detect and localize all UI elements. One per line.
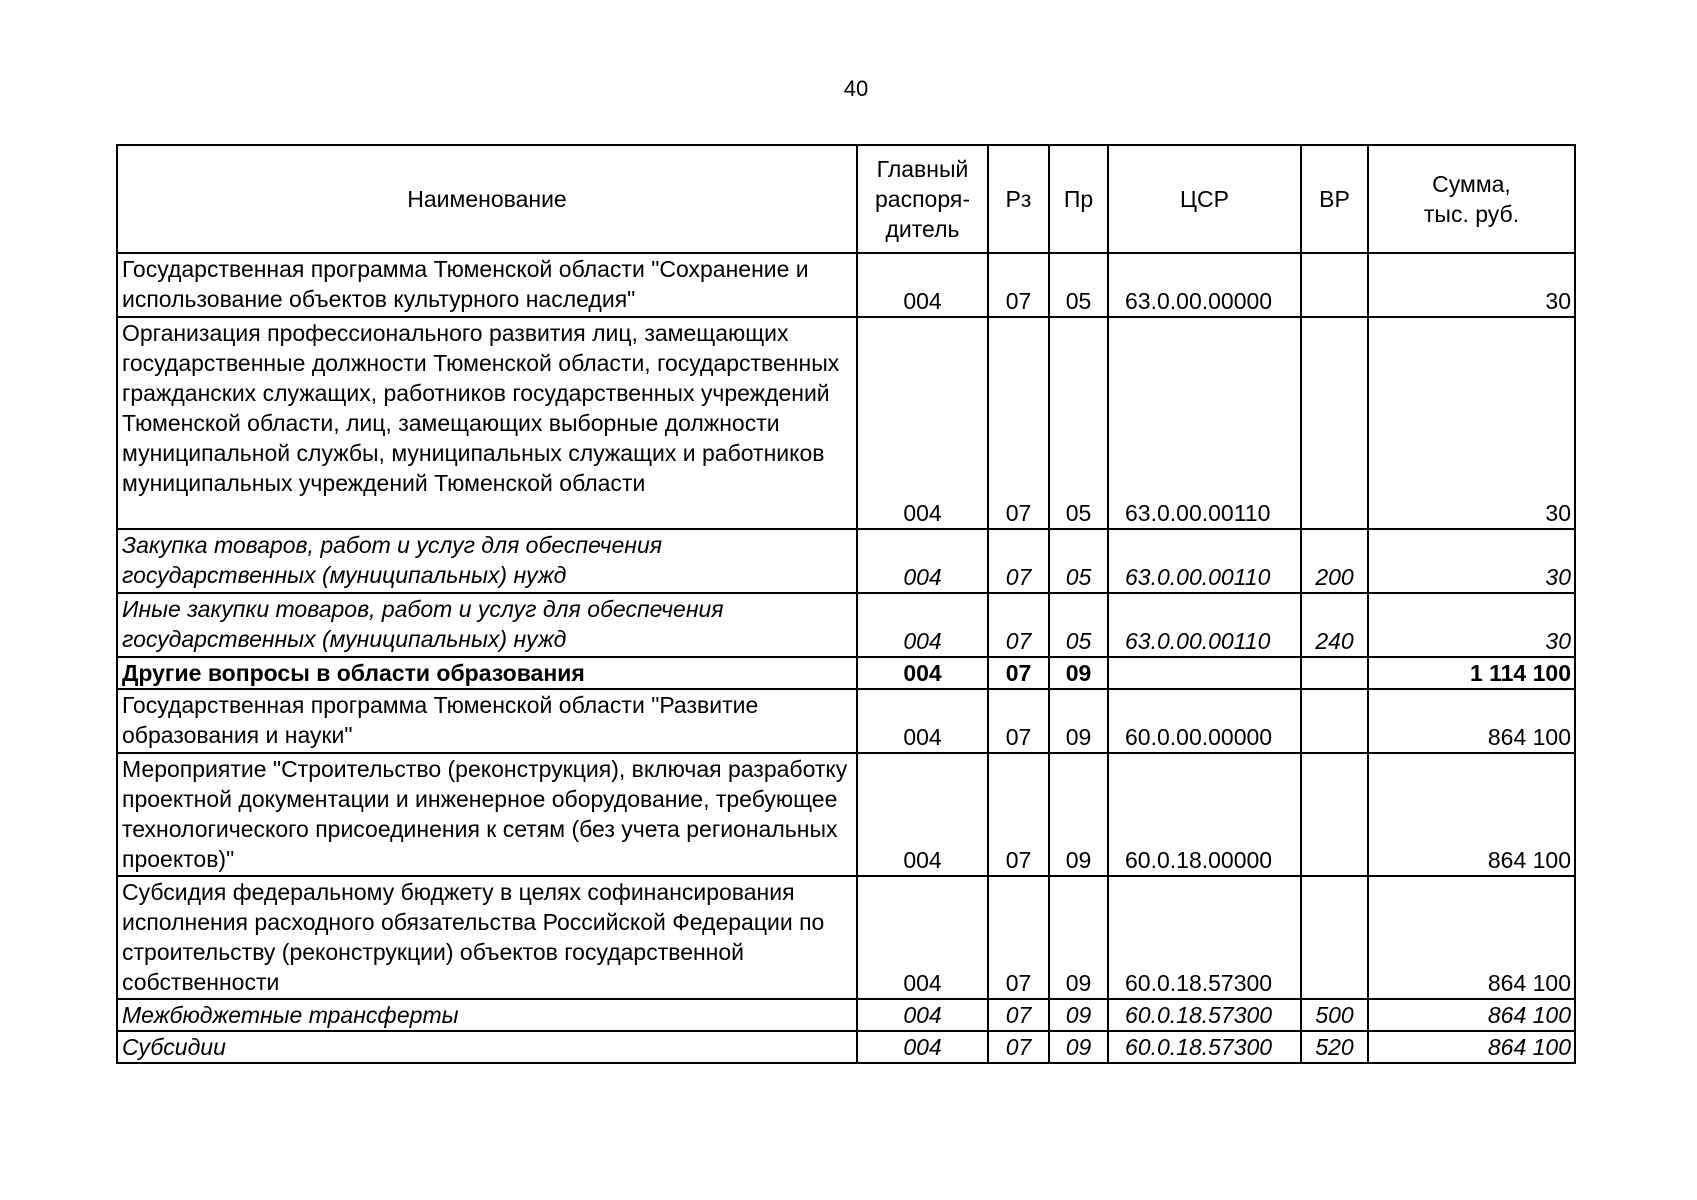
row-rz: 07 [988,529,1049,593]
row-rz: 07 [988,657,1049,689]
header-pr: Пр [1049,145,1108,253]
row-admin: 004 [857,317,988,529]
row-rz: 07 [988,1031,1049,1063]
header-csr: ЦСР [1108,145,1301,253]
header-admin: Главный распоря- дитель [857,145,988,253]
row-vr [1301,657,1368,689]
row-pr: 05 [1049,317,1108,529]
row-csr: 60.0.18.57300 [1108,1031,1301,1063]
row-admin: 004 [857,529,988,593]
header-name: Наименование [117,145,857,253]
header-sum: Сумма, тыс. руб. [1368,145,1575,253]
row-vr [1301,253,1368,317]
row-admin: 004 [857,999,988,1031]
row-sum: 864 100 [1368,999,1575,1031]
row-rz: 07 [988,876,1049,999]
row-pr: 05 [1049,593,1108,657]
table-row [117,593,1575,657]
row-csr: 63.0.00.00110 [1108,529,1301,593]
row-admin: 004 [857,876,988,999]
row-vr [1301,689,1368,753]
row-sum: 30 [1368,593,1575,657]
table-row [117,876,1575,999]
row-name: Государственная программа Тюменской области "Сохранение и использование объектов культурного наследия" [117,253,857,317]
row-admin: 004 [857,1031,988,1063]
row-pr: 09 [1049,657,1108,689]
row-rz: 07 [988,753,1049,876]
row-csr: 60.0.00.00000 [1108,689,1301,753]
table-row [117,689,1575,753]
row-pr: 05 [1049,529,1108,593]
row-name: Субсидии [117,1031,857,1063]
row-sum: 30 [1368,317,1575,529]
row-name: Другие вопросы в области образования [117,657,857,689]
row-vr: 240 [1301,593,1368,657]
row-rz: 07 [988,317,1049,529]
table-row [117,317,1575,529]
row-vr: 200 [1301,529,1368,593]
row-name: Субсидия федеральному бюджету в целях софинансирования исполнения расходного обязательства Российской Федерации по строительству (реконструкции) объектов государственной собственности [117,876,857,999]
row-name: Организация профессионального развития лиц, замещающих государственные должности Тюменской области, государственных гражданских служащих, работников государственных учреждений Тюменской области, лиц, замещающих выборные должности муниципальной службы, муниципальных служащих и работников муниципальных учреждений Тюменской области [117,317,857,529]
row-vr: 520 [1301,1031,1368,1063]
table-row [117,253,1575,317]
header-vr: ВР [1301,145,1368,253]
row-sum: 864 100 [1368,1031,1575,1063]
row-admin: 004 [857,689,988,753]
row-pr: 05 [1049,253,1108,317]
row-sum: 30 [1368,253,1575,317]
page-number: 40 [843,76,869,101]
row-csr [1108,657,1301,689]
row-vr [1301,317,1368,529]
row-rz: 07 [988,253,1049,317]
row-csr: 60.0.18.00000 [1108,753,1301,876]
row-vr: 500 [1301,999,1368,1031]
row-sum: 30 [1368,529,1575,593]
table-row [117,999,1575,1031]
row-csr: 60.0.18.57300 [1108,999,1301,1031]
row-name: Иные закупки товаров, работ и услуг для обеспечения государственных (муниципальных) нужд [117,593,857,657]
row-rz: 07 [988,593,1049,657]
row-admin: 004 [857,593,988,657]
row-csr: 63.0.00.00000 [1108,253,1301,317]
row-rz: 07 [988,999,1049,1031]
row-pr: 09 [1049,999,1108,1031]
row-csr: 63.0.00.00110 [1108,317,1301,529]
table-row [117,657,1575,689]
row-pr: 09 [1049,876,1108,999]
row-csr: 60.0.18.57300 [1108,876,1301,999]
row-name: Межбюджетные трансферты [117,999,857,1031]
row-name: Закупка товаров, работ и услуг для обеспечения государственных (муниципальных) нужд [117,529,857,593]
table-row [117,529,1575,593]
row-admin: 004 [857,753,988,876]
row-pr: 09 [1049,1031,1108,1063]
row-rz: 07 [988,689,1049,753]
table-row [117,753,1575,876]
row-name: Государственная программа Тюменской области "Развитие образования и науки" [117,689,857,753]
table-row [117,1031,1575,1063]
table-header-row [117,145,1575,253]
row-vr [1301,876,1368,999]
header-rz: Рз [988,145,1049,253]
row-csr: 63.0.00.00110 [1108,593,1301,657]
row-sum: 864 100 [1368,753,1575,876]
row-vr [1301,753,1368,876]
row-pr: 09 [1049,689,1108,753]
row-sum: 864 100 [1368,876,1575,999]
row-admin: 004 [857,253,988,317]
row-admin: 004 [857,657,988,689]
budget-table [116,144,1576,1064]
row-name: Мероприятие "Строительство (реконструкция), включая разработку проектной документации и инженерное оборудование, требующее технологического присоединения к сетям (без учета региональных проектов)" [117,753,857,876]
row-sum: 1 114 100 [1368,657,1575,689]
row-pr: 09 [1049,753,1108,876]
row-sum: 864 100 [1368,689,1575,753]
